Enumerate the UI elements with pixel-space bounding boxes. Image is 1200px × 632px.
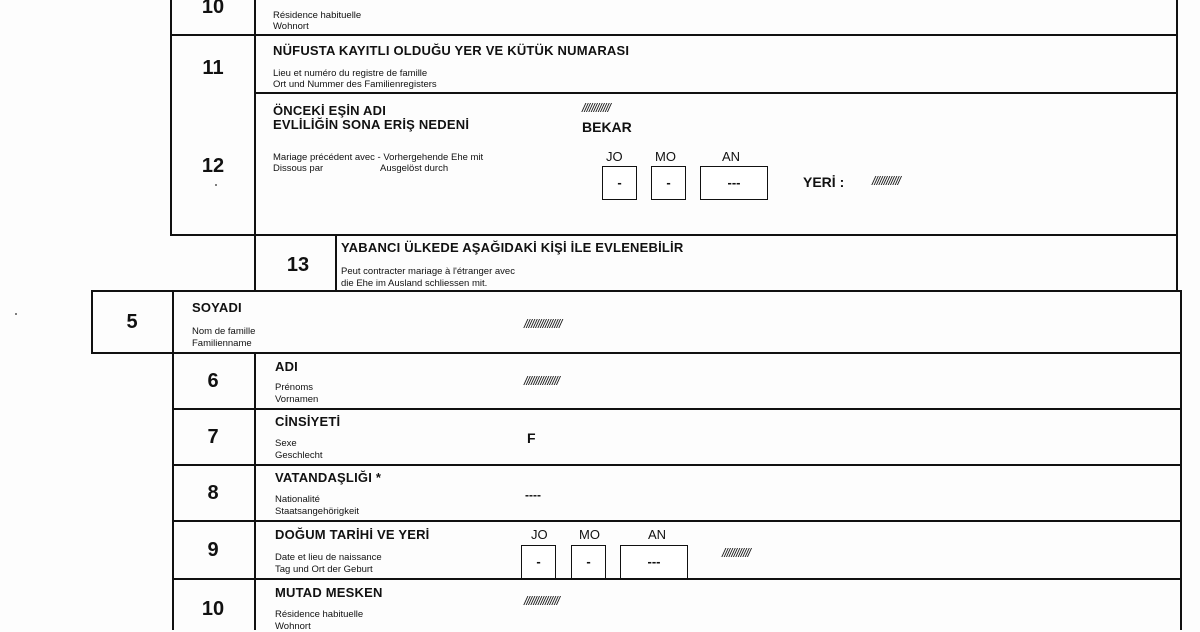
month-label: MO (579, 527, 600, 542)
residence-value: /////////////// (524, 594, 560, 608)
field-label-fr: Date et lieu de naissance (275, 552, 382, 563)
day-label: JO (606, 149, 623, 164)
field-label-de: Wohnort (275, 621, 311, 632)
year-label: AN (722, 149, 741, 164)
field-label-fr: Sexe (275, 438, 297, 449)
field-label-fr: Lieu et numéro du registre de famille (273, 68, 428, 79)
year-box: --- (700, 166, 768, 200)
field-label-de: Tag und Ort der Geburt (275, 564, 373, 575)
month-label: MO (655, 149, 676, 164)
field-title: ADI (275, 359, 298, 374)
sex-value: F (527, 430, 536, 446)
field-label-de: Vornamen (275, 394, 319, 405)
row-number: 12 (201, 155, 225, 177)
field-title: MUTAD MESKEN (275, 585, 383, 600)
field-title: DOĞUM TARİHİ VE YERİ (275, 527, 430, 542)
field-label-fr: Mariage précédent avec - Vorhergehende Ehe mit (273, 152, 484, 163)
month-box: - (571, 545, 606, 579)
place-value: //////////// (872, 174, 901, 188)
field-title: YABANCI ÜLKEDE AŞAĞIDAKİ KİŞİ İLE EVLENEBİLİR (341, 240, 684, 255)
field-label-de: Wohnort (273, 21, 309, 32)
day-box: - (521, 545, 556, 579)
day-label: JO (531, 527, 548, 542)
field-label-fr: Nationalité (275, 494, 320, 505)
field-label-fr: Prénoms (275, 382, 314, 393)
field-title: ÖNCEKİ EŞİN ADI (273, 103, 387, 118)
field-label-de: Familienname (192, 338, 252, 349)
row-number: 10 (201, 598, 225, 620)
field-label-de: die Ehe im Ausland schliessen mit. (341, 278, 488, 289)
row-number: 7 (207, 426, 219, 448)
previous-spouse-value: //////////// (582, 101, 611, 115)
field-label-fr: Nom de famille (192, 326, 256, 337)
row-number: 13 (286, 254, 310, 276)
year-box: --- (620, 545, 688, 579)
field-label-de: Geschlecht (275, 450, 323, 461)
row-number: 10 (201, 0, 225, 18)
birthplace-value: //////////// (722, 546, 751, 560)
field-label-fr: Peut contracter mariage à l'étranger avec (341, 266, 515, 277)
marriage-end-value: BEKAR (582, 119, 632, 135)
row-number: 8 (207, 482, 219, 504)
first-names-value: /////////////// (524, 374, 560, 388)
nationality-value: ---- (525, 488, 541, 502)
field-label-fr: Résidence habituelle (275, 609, 364, 620)
field-title: NÜFUSTA KAYITLI OLDUĞU YER VE KÜTÜK NUMARASI (273, 43, 630, 58)
field-label-de: Ort und Nummer des Familienregisters (273, 79, 437, 90)
row-number: 9 (207, 539, 219, 561)
field-label-de: Ausgelöst durch (380, 163, 449, 174)
row-number: 11 (202, 57, 224, 79)
section-number: 5 (126, 311, 138, 333)
field-title: VATANDAŞLIĞI * (275, 470, 382, 485)
place-label: YERİ : (803, 174, 845, 190)
year-label: AN (648, 527, 667, 542)
field-title: EVLİLİĞİN SONA ERİŞ NEDENİ (273, 117, 470, 132)
field-label-fr: Dissous par (273, 163, 324, 174)
row-number: 6 (207, 370, 219, 392)
surname-value: //////////////// (524, 317, 562, 331)
field-title: CİNSİYETİ (275, 414, 341, 429)
field-label-de: Staatsangehörigkeit (275, 506, 359, 517)
field-label-fr: Résidence habituelle (273, 10, 362, 21)
day-box: - (602, 166, 637, 200)
month-box: - (651, 166, 686, 200)
field-title: SOYADI (192, 300, 242, 315)
